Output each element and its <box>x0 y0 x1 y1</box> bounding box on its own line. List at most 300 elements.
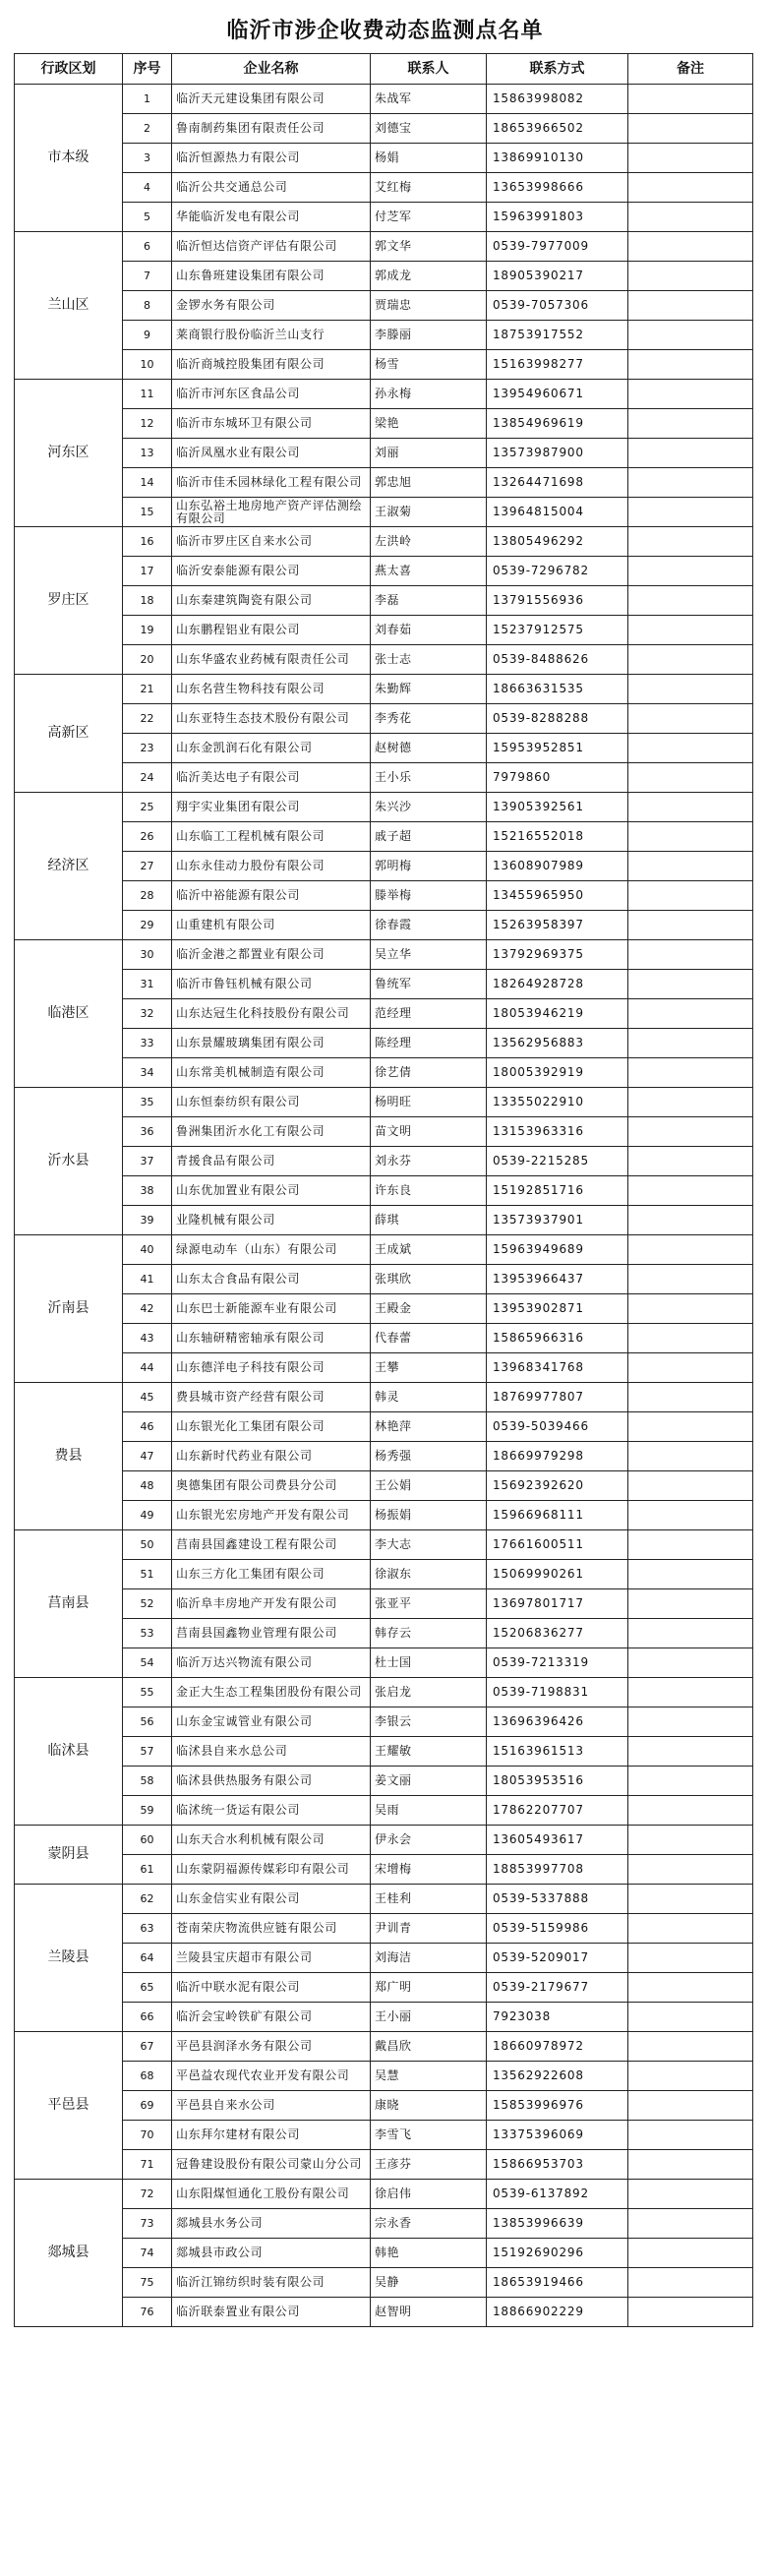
phone-cell: 18653966502 <box>487 114 628 144</box>
header-contact-person: 联系人 <box>371 54 487 85</box>
district-cell: 沂南县 <box>15 1235 123 1383</box>
table-row <box>15 85 753 114</box>
table-row <box>15 2003 753 2032</box>
seq-cell: 51 <box>123 1560 172 1589</box>
company-name-cell: 青援食品有限公司 <box>172 1147 371 1176</box>
contact-person-cell: 吴静 <box>371 2268 487 2298</box>
table-row <box>15 881 753 911</box>
company-name-cell: 山东金凯润石化有限公司 <box>172 734 371 763</box>
phone-cell: 15263958397 <box>487 911 628 940</box>
seq-cell: 8 <box>123 291 172 321</box>
table-row <box>15 1147 753 1176</box>
seq-cell: 12 <box>123 409 172 439</box>
contact-person-cell: 张琪欣 <box>371 1265 487 1294</box>
contact-person-cell: 艾红梅 <box>371 173 487 203</box>
company-name-cell: 山东优加置业有限公司 <box>172 1176 371 1206</box>
seq-cell: 32 <box>123 999 172 1029</box>
table-row <box>15 2032 753 2062</box>
remarks-cell <box>628 645 753 675</box>
phone-cell: 0539-7198831 <box>487 1678 628 1707</box>
seq-cell: 41 <box>123 1265 172 1294</box>
company-name-cell: 临沂恒达信资产评估有限公司 <box>172 232 371 262</box>
table-row <box>15 1294 753 1324</box>
seq-cell: 54 <box>123 1648 172 1678</box>
contact-person-cell: 韩存云 <box>371 1619 487 1648</box>
company-name-cell: 山东永佳动力股份有限公司 <box>172 852 371 881</box>
company-name-cell: 费县城市资产经营有限公司 <box>172 1383 371 1412</box>
company-name-cell: 平邑县自来水公司 <box>172 2091 371 2121</box>
remarks-cell <box>628 704 753 734</box>
table-row <box>15 1707 753 1737</box>
company-name-cell: 山东临工工程机械有限公司 <box>172 822 371 852</box>
contact-person-cell: 杨娟 <box>371 144 487 173</box>
seq-cell: 68 <box>123 2062 172 2091</box>
company-name-cell: 鲁南制药集团有限责任公司 <box>172 114 371 144</box>
seq-cell: 48 <box>123 1471 172 1501</box>
phone-cell: 13653998666 <box>487 173 628 203</box>
remarks-cell <box>628 557 753 586</box>
company-name-cell: 郯城县水务公司 <box>172 2209 371 2239</box>
contact-person-cell: 张亚平 <box>371 1589 487 1619</box>
contact-person-cell: 徐艺倩 <box>371 1058 487 1088</box>
remarks-cell <box>628 675 753 704</box>
phone-cell: 0539-7977009 <box>487 232 628 262</box>
phone-cell: 18653919466 <box>487 2268 628 2298</box>
phone-cell: 13964815004 <box>487 498 628 527</box>
table-row <box>15 2239 753 2268</box>
contact-person-cell: 左洪岭 <box>371 527 487 557</box>
company-name-cell: 临沂金港之都置业有限公司 <box>172 940 371 970</box>
seq-cell: 23 <box>123 734 172 763</box>
district-cell: 罗庄区 <box>15 527 123 675</box>
company-name-cell: 鲁洲集团沂水化工有限公司 <box>172 1117 371 1147</box>
phone-cell: 18005392919 <box>487 1058 628 1088</box>
table-row <box>15 1648 753 1678</box>
phone-cell: 13264471698 <box>487 468 628 498</box>
remarks-cell <box>628 734 753 763</box>
table-row <box>15 498 753 527</box>
remarks-cell <box>628 321 753 350</box>
company-name-cell: 临沂市鲁钰机械有限公司 <box>172 970 371 999</box>
company-name-cell: 临沂市河东区食品公司 <box>172 380 371 409</box>
company-name-cell: 山东金宝诚管业有限公司 <box>172 1707 371 1737</box>
phone-cell: 18264928728 <box>487 970 628 999</box>
seq-cell: 56 <box>123 1707 172 1737</box>
table-row <box>15 439 753 468</box>
company-name-cell: 山东天合水利机械有限公司 <box>172 1826 371 1855</box>
phone-cell: 13608907989 <box>487 852 628 881</box>
phone-cell: 17862207707 <box>487 1796 628 1826</box>
company-name-cell: 平邑益农现代农业开发有限公司 <box>172 2062 371 2091</box>
table-row <box>15 2298 753 2327</box>
remarks-cell <box>628 2209 753 2239</box>
company-name-cell: 临沂安泰能源有限公司 <box>172 557 371 586</box>
table-row <box>15 380 753 409</box>
remarks-cell <box>628 1176 753 1206</box>
phone-cell: 7979860 <box>487 763 628 793</box>
phone-cell: 18669979298 <box>487 1442 628 1471</box>
table-row <box>15 2062 753 2091</box>
phone-cell: 15206836277 <box>487 1619 628 1648</box>
seq-cell: 58 <box>123 1767 172 1796</box>
phone-cell: 0539-5039466 <box>487 1412 628 1442</box>
seq-cell: 26 <box>123 822 172 852</box>
header-remarks: 备注 <box>628 54 753 85</box>
company-name-cell: 山重建机有限公司 <box>172 911 371 940</box>
company-name-cell: 山东亚特生态技术股份有限公司 <box>172 704 371 734</box>
phone-cell: 15163961513 <box>487 1737 628 1767</box>
remarks-cell <box>628 1944 753 1973</box>
contact-person-cell: 韩艳 <box>371 2239 487 2268</box>
seq-cell: 60 <box>123 1826 172 1855</box>
company-name-cell: 山东名营生物科技有限公司 <box>172 675 371 704</box>
contact-person-cell: 许东良 <box>371 1176 487 1206</box>
phone-cell: 18769977807 <box>487 1383 628 1412</box>
remarks-cell <box>628 940 753 970</box>
remarks-cell <box>628 1235 753 1265</box>
table-row <box>15 2209 753 2239</box>
company-name-cell: 山东拜尔建材有限公司 <box>172 2121 371 2150</box>
seq-cell: 43 <box>123 1324 172 1353</box>
contact-person-cell: 吴雨 <box>371 1796 487 1826</box>
contact-person-cell: 吴立华 <box>371 940 487 970</box>
remarks-cell <box>628 2062 753 2091</box>
remarks-cell <box>628 1767 753 1796</box>
table-row <box>15 2121 753 2150</box>
seq-cell: 17 <box>123 557 172 586</box>
contact-person-cell: 伊永会 <box>371 1826 487 1855</box>
phone-cell: 0539-7296782 <box>487 557 628 586</box>
district-cell: 高新区 <box>15 675 123 793</box>
contact-person-cell: 郭明梅 <box>371 852 487 881</box>
remarks-cell <box>628 2091 753 2121</box>
company-name-cell: 绿源电动车（山东）有限公司 <box>172 1235 371 1265</box>
seq-cell: 66 <box>123 2003 172 2032</box>
phone-cell: 15237912575 <box>487 616 628 645</box>
company-name-cell: 临沂公共交通总公司 <box>172 173 371 203</box>
contact-person-cell: 刘永芬 <box>371 1147 487 1176</box>
phone-cell: 15966968111 <box>487 1501 628 1530</box>
phone-cell: 13854969619 <box>487 409 628 439</box>
company-name-cell: 临沂恒源热力有限公司 <box>172 144 371 173</box>
remarks-cell <box>628 1294 753 1324</box>
phone-cell: 0539-8288288 <box>487 704 628 734</box>
remarks-cell <box>628 999 753 1029</box>
seq-cell: 30 <box>123 940 172 970</box>
header-company: 企业名称 <box>172 54 371 85</box>
company-name-cell: 平邑县润泽水务有限公司 <box>172 2032 371 2062</box>
remarks-cell <box>628 822 753 852</box>
contact-person-cell: 李雪飞 <box>371 2121 487 2150</box>
contact-person-cell: 刘春茹 <box>371 616 487 645</box>
table-row <box>15 1767 753 1796</box>
table-row <box>15 144 753 173</box>
table-row <box>15 1530 753 1560</box>
table-row <box>15 2180 753 2209</box>
seq-cell: 4 <box>123 173 172 203</box>
phone-cell: 0539-2215285 <box>487 1147 628 1176</box>
seq-cell: 27 <box>123 852 172 881</box>
remarks-cell <box>628 1885 753 1914</box>
phone-cell: 13953902871 <box>487 1294 628 1324</box>
remarks-cell <box>628 1117 753 1147</box>
company-name-cell: 临沂市东城环卫有限公司 <box>172 409 371 439</box>
remarks-cell <box>628 1560 753 1589</box>
remarks-cell <box>628 1855 753 1885</box>
remarks-cell <box>628 144 753 173</box>
contact-person-cell: 王殿金 <box>371 1294 487 1324</box>
company-name-cell: 临沂市佳禾园林绿化工程有限公司 <box>172 468 371 498</box>
seq-cell: 11 <box>123 380 172 409</box>
contact-person-cell: 燕太喜 <box>371 557 487 586</box>
remarks-cell <box>628 439 753 468</box>
phone-cell: 13605493617 <box>487 1826 628 1855</box>
contact-person-cell: 林艳萍 <box>371 1412 487 1442</box>
seq-cell: 28 <box>123 881 172 911</box>
company-name-cell: 临沭县自来水总公司 <box>172 1737 371 1767</box>
company-name-cell: 临沂会宝岭铁矿有限公司 <box>172 2003 371 2032</box>
remarks-cell <box>628 793 753 822</box>
contact-person-cell: 王成斌 <box>371 1235 487 1265</box>
phone-cell: 0539-8488626 <box>487 645 628 675</box>
remarks-cell <box>628 291 753 321</box>
company-name-cell: 山东新时代药业有限公司 <box>172 1442 371 1471</box>
remarks-cell <box>628 1147 753 1176</box>
seq-cell: 47 <box>123 1442 172 1471</box>
remarks-cell <box>628 1530 753 1560</box>
phone-cell: 18753917552 <box>487 321 628 350</box>
remarks-cell <box>628 2121 753 2150</box>
company-name-cell: 莒南县国鑫物业管理有限公司 <box>172 1619 371 1648</box>
contact-person-cell: 戚子超 <box>371 822 487 852</box>
contact-person-cell: 苗文明 <box>371 1117 487 1147</box>
company-name-cell: 临沂商城控股集团有限公司 <box>172 350 371 380</box>
remarks-cell <box>628 2180 753 2209</box>
remarks-cell <box>628 114 753 144</box>
company-name-cell: 临沂中联水泥有限公司 <box>172 1973 371 2003</box>
contact-person-cell: 代春蕾 <box>371 1324 487 1353</box>
company-name-cell: 临沂市罗庄区自来水公司 <box>172 527 371 557</box>
district-cell: 兰山区 <box>15 232 123 380</box>
company-name-cell: 兰陵县宝庆超市有限公司 <box>172 1944 371 1973</box>
company-name-cell: 山东三方化工集团有限公司 <box>172 1560 371 1589</box>
company-name-cell: 山东轴研精密轴承有限公司 <box>172 1324 371 1353</box>
remarks-cell <box>628 1826 753 1855</box>
company-name-cell: 奥德集团有限公司费县分公司 <box>172 1471 371 1501</box>
remarks-cell <box>628 586 753 616</box>
company-name-cell: 山东常美机械制造有限公司 <box>172 1058 371 1088</box>
remarks-cell <box>628 1471 753 1501</box>
header-seq: 序号 <box>123 54 172 85</box>
phone-cell: 13853996639 <box>487 2209 628 2239</box>
table-row <box>15 1088 753 1117</box>
contact-person-cell: 刘海洁 <box>371 1944 487 1973</box>
table-row <box>15 2268 753 2298</box>
table-row <box>15 616 753 645</box>
district-cell: 蒙阴县 <box>15 1826 123 1885</box>
remarks-cell <box>628 1383 753 1412</box>
table-row <box>15 852 753 881</box>
contact-person-cell: 郑广明 <box>371 1973 487 2003</box>
table-row <box>15 1619 753 1648</box>
seq-cell: 40 <box>123 1235 172 1265</box>
contact-person-cell: 尹训青 <box>371 1914 487 1944</box>
company-name-cell: 山东秦建筑陶瓷有限公司 <box>172 586 371 616</box>
company-name-cell: 山东鹏程铝业有限公司 <box>172 616 371 645</box>
seq-cell: 6 <box>123 232 172 262</box>
phone-cell: 13791556936 <box>487 586 628 616</box>
company-name-cell: 山东金信实业有限公司 <box>172 1885 371 1914</box>
table-row <box>15 734 753 763</box>
remarks-cell <box>628 911 753 940</box>
table-body <box>15 85 753 2327</box>
phone-cell: 15216552018 <box>487 822 628 852</box>
phone-cell: 13954960671 <box>487 380 628 409</box>
table-row <box>15 1176 753 1206</box>
contact-person-cell: 付芝军 <box>371 203 487 232</box>
table-row <box>15 291 753 321</box>
seq-cell: 15 <box>123 498 172 527</box>
table-row <box>15 2150 753 2180</box>
company-name-cell: 临沂江锦纺织时装有限公司 <box>172 2268 371 2298</box>
district-cell: 市本级 <box>15 85 123 232</box>
phone-cell: 18053953516 <box>487 1767 628 1796</box>
seq-cell: 57 <box>123 1737 172 1767</box>
company-name-cell: 冠鲁建设股份有限公司蒙山分公司 <box>172 2150 371 2180</box>
table-row <box>15 586 753 616</box>
table-row <box>15 1265 753 1294</box>
phone-cell: 0539-5159986 <box>487 1914 628 1944</box>
header-district: 行政区划 <box>15 54 123 85</box>
table-row <box>15 321 753 350</box>
remarks-cell <box>628 203 753 232</box>
contact-person-cell: 梁艳 <box>371 409 487 439</box>
contact-person-cell: 刘丽 <box>371 439 487 468</box>
phone-cell: 18660978972 <box>487 2032 628 2062</box>
phone-cell: 15863998082 <box>487 85 628 114</box>
seq-cell: 63 <box>123 1914 172 1944</box>
contact-person-cell: 王小乐 <box>371 763 487 793</box>
phone-cell: 13455965950 <box>487 881 628 911</box>
seq-cell: 35 <box>123 1088 172 1117</box>
contact-person-cell: 王公娟 <box>371 1471 487 1501</box>
contact-person-cell: 吴慧 <box>371 2062 487 2091</box>
contact-person-cell: 郭忠旭 <box>371 468 487 498</box>
seq-cell: 61 <box>123 1855 172 1885</box>
table-row <box>15 468 753 498</box>
table-row <box>15 793 753 822</box>
seq-cell: 67 <box>123 2032 172 2062</box>
company-name-cell: 山东银光化工集团有限公司 <box>172 1412 371 1442</box>
table-row <box>15 1944 753 1973</box>
company-name-cell: 山东鲁班建设集团有限公司 <box>172 262 371 291</box>
table-row <box>15 557 753 586</box>
seq-cell: 74 <box>123 2239 172 2268</box>
contact-person-cell: 杨振娟 <box>371 1501 487 1530</box>
seq-cell: 9 <box>123 321 172 350</box>
seq-cell: 31 <box>123 970 172 999</box>
table-header-row <box>15 54 753 85</box>
contact-person-cell: 赵树德 <box>371 734 487 763</box>
remarks-cell <box>628 468 753 498</box>
contact-person-cell: 杨雪 <box>371 350 487 380</box>
district-cell: 河东区 <box>15 380 123 527</box>
remarks-cell <box>628 1088 753 1117</box>
table-row <box>15 1885 753 1914</box>
district-cell: 沂水县 <box>15 1088 123 1235</box>
contact-person-cell: 贾瑞忠 <box>371 291 487 321</box>
remarks-cell <box>628 409 753 439</box>
table-row <box>15 1855 753 1885</box>
phone-cell: 0539-7213319 <box>487 1648 628 1678</box>
contact-person-cell: 朱兴沙 <box>371 793 487 822</box>
table-row <box>15 1826 753 1855</box>
table-row <box>15 1560 753 1589</box>
contact-person-cell: 杨明旺 <box>371 1088 487 1117</box>
company-name-cell: 山东景耀玻璃集团有限公司 <box>172 1029 371 1058</box>
seq-cell: 5 <box>123 203 172 232</box>
phone-cell: 0539-5337888 <box>487 1885 628 1914</box>
contact-person-cell: 姜文丽 <box>371 1767 487 1796</box>
remarks-cell <box>628 1442 753 1471</box>
table-row <box>15 645 753 675</box>
phone-cell: 13375396069 <box>487 2121 628 2150</box>
phone-cell: 15192851716 <box>487 1176 628 1206</box>
table-row <box>15 675 753 704</box>
table-row <box>15 262 753 291</box>
company-name-cell: 山东太合食品有限公司 <box>172 1265 371 1294</box>
company-name-cell: 山东华盛农业药械有限责任公司 <box>172 645 371 675</box>
remarks-cell <box>628 527 753 557</box>
phone-cell: 15692392620 <box>487 1471 628 1501</box>
table-row <box>15 1117 753 1147</box>
company-name-cell: 临沂联泰置业有限公司 <box>172 2298 371 2327</box>
table-row <box>15 1471 753 1501</box>
remarks-cell <box>628 2298 753 2327</box>
company-name-cell: 临沂中裕能源有限公司 <box>172 881 371 911</box>
seq-cell: 45 <box>123 1383 172 1412</box>
contact-person-cell: 张启龙 <box>371 1678 487 1707</box>
seq-cell: 59 <box>123 1796 172 1826</box>
phone-cell: 13953966437 <box>487 1265 628 1294</box>
remarks-cell <box>628 1707 753 1737</box>
seq-cell: 22 <box>123 704 172 734</box>
table-row <box>15 173 753 203</box>
phone-cell: 0539-2179677 <box>487 1973 628 2003</box>
phone-cell: 13869910130 <box>487 144 628 173</box>
company-name-cell: 临沭统一货运有限公司 <box>172 1796 371 1826</box>
remarks-cell <box>628 173 753 203</box>
table-row <box>15 1206 753 1235</box>
phone-cell: 18905390217 <box>487 262 628 291</box>
contact-person-cell: 王小丽 <box>371 2003 487 2032</box>
contact-person-cell: 徐淑东 <box>371 1560 487 1589</box>
seq-cell: 13 <box>123 439 172 468</box>
table-row <box>15 1324 753 1353</box>
table-row <box>15 1235 753 1265</box>
contact-person-cell: 李磊 <box>371 586 487 616</box>
remarks-cell <box>628 262 753 291</box>
company-name-cell: 金正大生态工程集团股份有限公司 <box>172 1678 371 1707</box>
phone-cell: 18866902229 <box>487 2298 628 2327</box>
contact-person-cell: 王桂利 <box>371 1885 487 1914</box>
company-name-cell: 苍南荣庆物流供应链有限公司 <box>172 1914 371 1944</box>
table-row <box>15 1383 753 1412</box>
remarks-cell <box>628 616 753 645</box>
contact-person-cell: 范经理 <box>371 999 487 1029</box>
district-cell: 郯城县 <box>15 2180 123 2327</box>
remarks-cell <box>628 498 753 527</box>
